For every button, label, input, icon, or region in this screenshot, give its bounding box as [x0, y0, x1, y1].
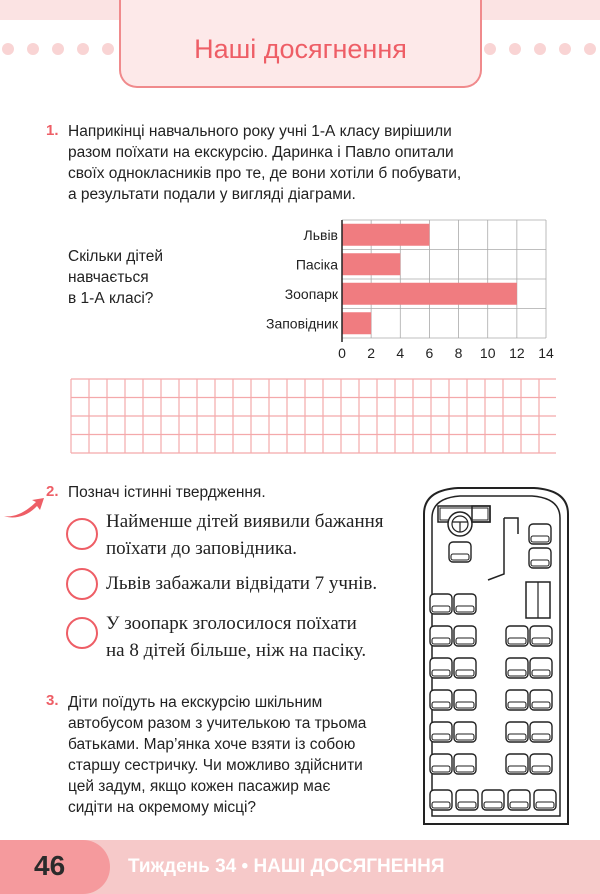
bus-seat-icon: [454, 754, 476, 774]
bus-seat-icon: [530, 754, 552, 774]
bus-seat-icon: [506, 626, 528, 646]
task1-line: своїх однокласників про те, де вони хотіли б побувати,: [68, 165, 462, 182]
bus-seat-icon: [454, 658, 476, 678]
task1-line: разом поїхати на екскурсію. Даринка і Павло опитали: [68, 144, 454, 161]
task1-question: [68, 246, 163, 309]
bus-seat-icon: [506, 658, 528, 678]
question-line: в 1-А класі?: [68, 290, 154, 307]
task3-line: Діти поїдуть на екскурсію шкільним: [68, 694, 323, 711]
task1-number: 1.: [46, 122, 59, 139]
bus-seat-icon: [506, 754, 528, 774]
bus-seat-icon: [529, 524, 551, 544]
chart-tick-label: 0: [338, 345, 346, 361]
bus-seat-icon: [506, 722, 528, 742]
task1-text: [68, 121, 461, 205]
task2-prompt: Познач істинні твердження.: [68, 484, 266, 501]
task1-line: а результати подали у вигляді діаграми.: [68, 186, 356, 203]
chart-tick-label: 6: [425, 345, 434, 361]
statement-line: Найменше дітей виявили бажання: [106, 511, 384, 532]
statement-2: [106, 570, 377, 597]
bus-seat-icon: [530, 690, 552, 710]
bus-seat-icon: [430, 658, 452, 678]
task3-line: сидіти на окремому місці?: [68, 799, 257, 816]
question-line: Скільки дітей: [68, 248, 163, 265]
chart-tick-label: 2: [367, 345, 376, 361]
answer-checkbox-1[interactable]: [66, 518, 98, 550]
bus-seat-icon: [449, 542, 471, 562]
bus-seat-icon: [430, 754, 452, 774]
bus-seat-icon: [530, 722, 552, 742]
statement-line: У зоопарк зголосилося поїхати: [106, 613, 357, 634]
bus-seat-icon: [430, 594, 452, 614]
statement-line: поїхати до заповідника.: [106, 538, 298, 559]
bus-seat-icon: [430, 722, 452, 742]
task3-line: цей задум, якщо кожен пасажир має: [68, 778, 331, 795]
answer-grid[interactable]: [70, 378, 556, 454]
question-line: навчається: [68, 269, 149, 286]
chart-bar-3: [342, 283, 517, 305]
bus-seat-icon: [454, 594, 476, 614]
chart-category-label: Львів: [303, 226, 338, 243]
task1-line: Наприкінці навчального року учні 1-А класу вирішили: [68, 123, 452, 140]
bus-seat-icon: [482, 790, 504, 810]
statement-line: Львів забажали відвідати 7 учнів.: [106, 573, 378, 594]
bus-seat-icon: [454, 690, 476, 710]
bus-seat-icon: [430, 626, 452, 646]
chart-category-label: Пасіка: [295, 256, 338, 273]
task3-line: батьками. Мар’янка хоче взяти із собою: [68, 736, 356, 753]
task3-line: старшу сестричку. Чи можливо здійснити: [68, 757, 363, 774]
statement-line: на 8 дітей більше, ніж на пасіку.: [106, 640, 367, 661]
answer-checkbox-2[interactable]: [66, 568, 98, 600]
bus-seat-icon: [530, 626, 552, 646]
chart-tick-label: 10: [479, 345, 496, 361]
chart-tick-label: 4: [396, 345, 405, 361]
bus-seat-icon: [454, 626, 476, 646]
task2-number: 2.: [46, 483, 59, 500]
bus-seat-icon: [529, 548, 551, 568]
bus-seat-icon: [508, 790, 530, 810]
bus-seat-icon: [506, 690, 528, 710]
chart-tick-label: 14: [538, 345, 554, 361]
footer-title: Тиждень 34 • НАШІ ДОСЯГНЕННЯ: [128, 856, 445, 877]
page-number: 46: [34, 850, 66, 881]
bus-seat-icon: [534, 790, 556, 810]
chart-category-label: Зоопарк: [284, 285, 338, 302]
bus-seat-icon: [456, 790, 478, 810]
bus-seat-icon: [530, 658, 552, 678]
title-box: [119, 0, 482, 88]
task3-line: автобусом разом з учителькою та трьома: [68, 715, 367, 732]
chart-tick-label: 12: [509, 345, 525, 361]
statement-1: [106, 508, 384, 562]
answer-checkbox-3[interactable]: [66, 617, 98, 649]
arrow-icon: [2, 496, 46, 522]
page-title: Наші досягнення: [194, 34, 407, 64]
bus-seat-icon: [454, 722, 476, 742]
task3-number: 3.: [46, 692, 59, 709]
bar-chart: [230, 212, 570, 372]
chart-tick-label: 8: [454, 345, 463, 361]
task3-text: [68, 692, 366, 818]
chart-bar-1: [342, 224, 429, 246]
statement-3: [106, 610, 366, 664]
chart-category-label: Заповідник: [265, 315, 338, 332]
chart-bar-2: [342, 253, 400, 275]
bus-seat-icon: [430, 790, 452, 810]
chart-bar-4: [342, 312, 371, 334]
bus-seat-icon: [430, 690, 452, 710]
bus-seating-plan-icon: [418, 484, 574, 828]
